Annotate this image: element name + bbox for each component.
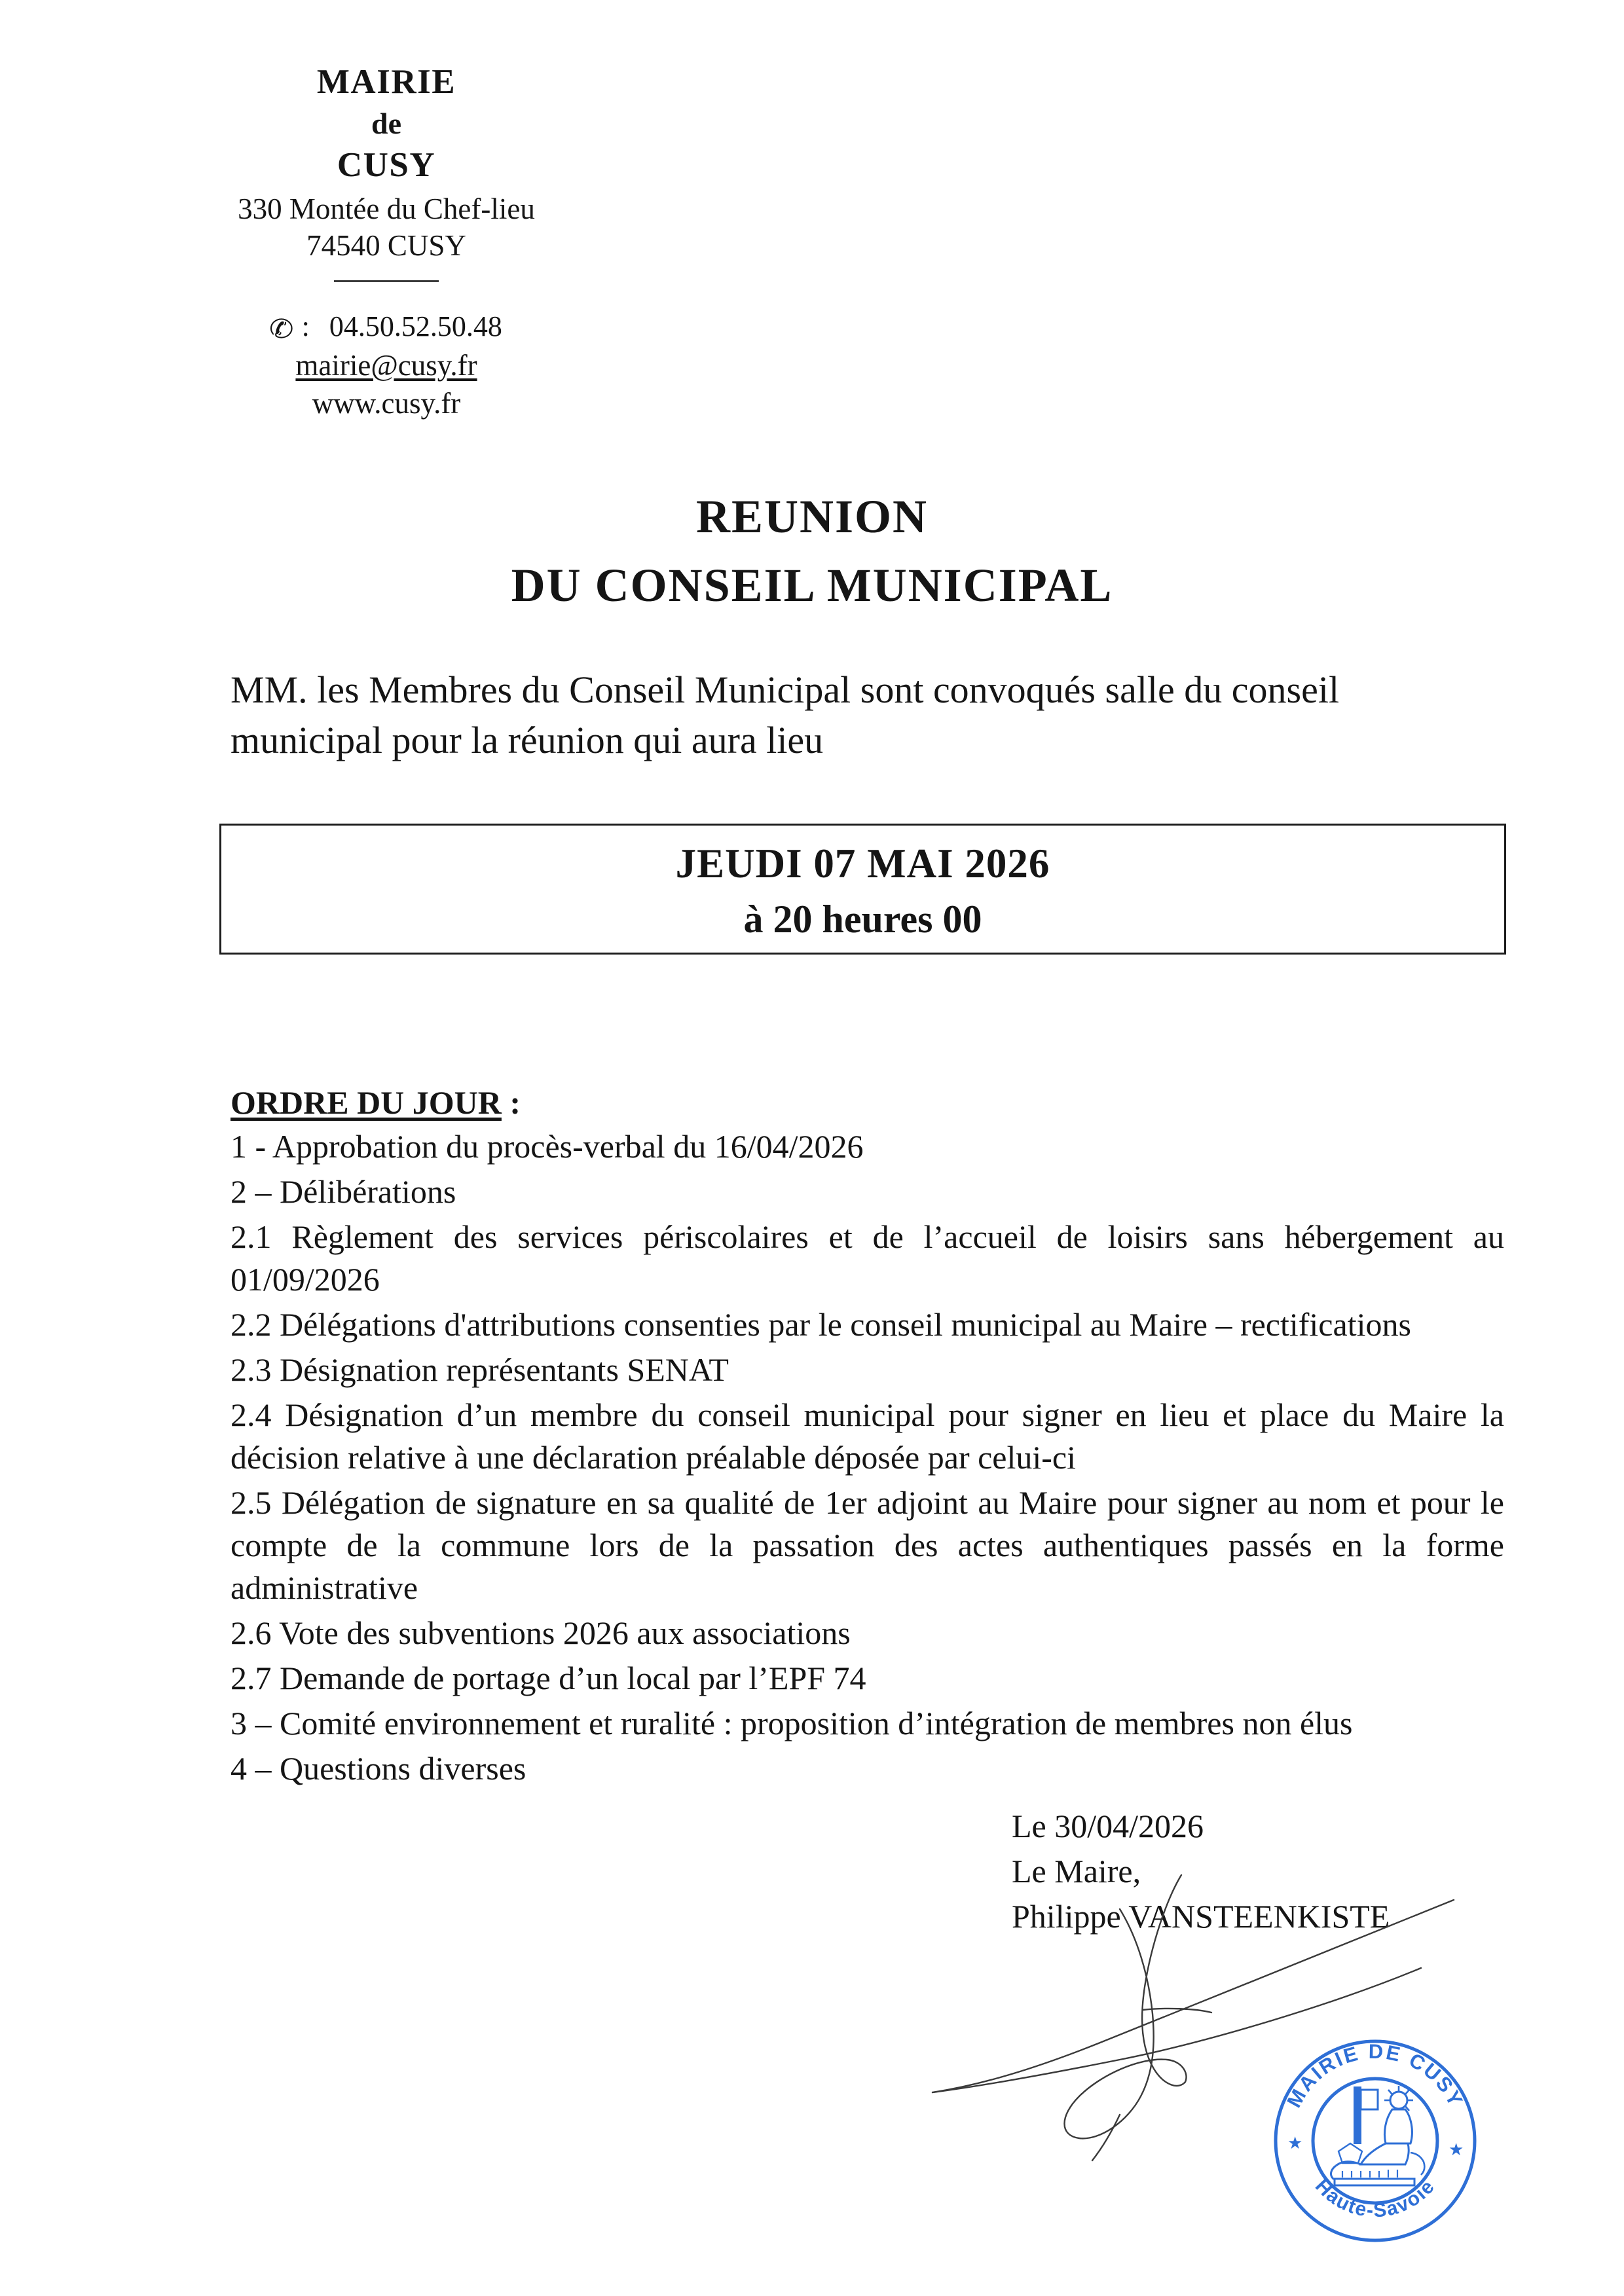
agenda-item: 1 - Approbation du procès-verbal du 16/04/2026 (231, 1128, 864, 1165)
website-link[interactable]: www.cusy.fr (312, 386, 461, 420)
meeting-date-box-inner (221, 826, 1504, 942)
address-city: 74540 CUSY (306, 229, 466, 263)
title-line-2: DU CONSEIL MUNICIPAL (511, 559, 1113, 611)
stamp-emblem (1331, 2086, 1425, 2185)
letterhead-divider (334, 280, 439, 282)
signature-name: Philippe VANSTEENKISTE (1012, 1898, 1390, 1935)
title-line-1: REUNION (695, 490, 929, 543)
agenda-section (231, 1084, 1504, 1790)
signature-role: Le Maire, (1012, 1853, 1141, 1889)
agenda-item: 2.5 Délégation de signature en sa qualité de 1er adjoint au Maire pour signer au nom et pour le compte de la commune lors de la passation des actes authentiques passés en la forme administrative (231, 1484, 1504, 1606)
phone-number: 04.50.52.50.48 (329, 310, 502, 342)
agenda-item: 2.4 Désignation d’un membre du conseil municipal pour signer en lieu et place du Maire la décision relative à une déclaration préalable déposée par celui-ci (231, 1396, 1504, 1476)
agenda-item: 2.3 Désignation représentants SENAT (231, 1351, 729, 1388)
signature-date: Le 30/04/2026 (1012, 1808, 1204, 1844)
agenda-heading (231, 1084, 1504, 1121)
agenda-item: 4 – Questions diverses (231, 1750, 526, 1787)
telephone-icon: ✆ (269, 314, 294, 344)
document-title (0, 490, 1624, 613)
agenda-item: 2.1 Règlement des services périscolaires et de l’accueil de loisirs sans hébergement au 01/09/2026 (231, 1218, 1504, 1298)
convocation-paragraph: MM. les Membres du Conseil Municipal sont convoqués salle du conseil municipal pour la réunion qui aura lieu (231, 668, 1340, 762)
org-name-line3: CUSY (337, 145, 436, 184)
org-name-line2: de (371, 107, 401, 141)
meeting-date: JEUDI 07 MAI 2026 (675, 841, 1050, 886)
phone-separator: : (301, 310, 310, 342)
agenda-heading-colon: : (501, 1084, 521, 1121)
official-stamp (1270, 2036, 1480, 2246)
email-link[interactable]: mairie@cusy.fr (295, 348, 477, 382)
phone-row (216, 310, 557, 343)
stamp-left-star: ★ (1287, 2134, 1303, 2153)
meeting-date-box (219, 824, 1506, 955)
address-street: 330 Montée du Chef-lieu (238, 192, 535, 226)
contact-block (216, 310, 557, 420)
agenda-item: 2.2 Délégations d'attributions consenties par le conseil municipal au Maire – rectifications (231, 1306, 1411, 1343)
stamp-bottom-text: Haute-Savoie (1310, 2175, 1440, 2222)
letterhead (216, 62, 557, 420)
agenda-heading-text: ORDRE DU JOUR (231, 1084, 502, 1121)
org-name-line1: MAIRIE (316, 63, 456, 101)
stamp-right-star: ★ (1449, 2140, 1464, 2159)
agenda-item: 2.6 Vote des subventions 2026 aux associations (231, 1614, 851, 1651)
meeting-time: à 20 heures 00 (743, 898, 982, 941)
agenda-item-list (231, 1125, 1504, 1790)
agenda-item: 2.7 Demande de portage d’un local par l’EPF 74 (231, 1660, 866, 1696)
stamp-top-text: MAIRIE DE CUSY (1282, 2039, 1468, 2111)
agenda-item: 2 – Délibérations (231, 1173, 456, 1210)
signature-block (1012, 1804, 1390, 1939)
agenda-item: 3 – Comité environnement et ruralité : proposition d’intégration de membres non élus (231, 1705, 1353, 1741)
